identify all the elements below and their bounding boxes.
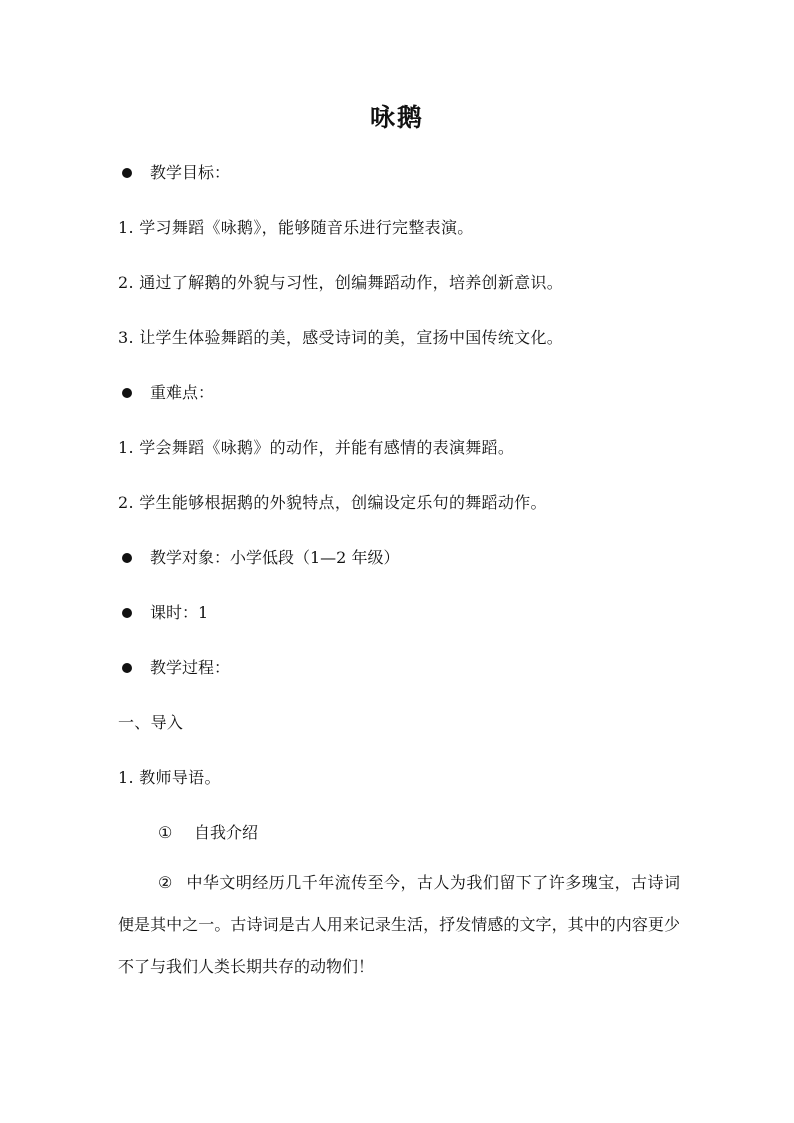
process-heading: 教学过程： (150, 658, 231, 677)
objective-item: 1. 学习舞蹈《咏鹅》，能够随音乐进行完整表演。 (118, 218, 474, 237)
key-point-item: 1. 学会舞蹈《咏鹅》的动作，并能有感情的表演舞蹈。 (118, 438, 515, 457)
hours-row (122, 600, 208, 626)
audience-row (122, 545, 399, 571)
objectives-heading: 教学目标： (150, 163, 231, 182)
section-heading: 一、导入 (118, 713, 184, 732)
sub-item (158, 820, 258, 846)
bullet-icon (122, 663, 132, 673)
bullet-icon (122, 553, 132, 563)
objective-item: 3. 让学生体验舞蹈的美，感受诗词的美，宣扬中国传统文化。 (118, 328, 564, 347)
sub-item-number: ② (158, 873, 173, 892)
bullet-icon (122, 608, 132, 618)
sub-item-number: ① (158, 823, 173, 842)
key-point-item: 2. 学生能够根据鹅的外貌特点，创编设定乐句的舞蹈动作。 (118, 493, 547, 512)
bullet-icon (122, 388, 132, 398)
key-points-heading-row (122, 380, 214, 406)
step-heading: 1. 教师导语。 (118, 768, 221, 787)
hours-text: 课时：1 (150, 603, 209, 622)
audience-text: 教学对象：小学低段（1—2 年级） (150, 548, 400, 567)
document-title: 咏鹅 (369, 103, 424, 132)
sub-item-text: 中华文明经历几千年流传至今，古人为我们留下了许多瑰宝，古诗词便是其中之一。古诗词是古人用来记录生活，抒发情感的文字，其中的内容更少不了与我们人类长期共存的动物们！ (118, 873, 680, 976)
bullet-icon (122, 168, 132, 178)
sub-item-paragraph (118, 862, 680, 988)
sub-item-text: 自我介绍 (194, 823, 259, 842)
objective-item: 2. 通过了解鹅的外貌与习性，创编舞蹈动作，培养创新意识。 (118, 273, 564, 292)
process-heading-row (122, 655, 230, 681)
key-points-heading: 重难点： (150, 383, 215, 402)
objectives-heading-row (122, 160, 230, 186)
